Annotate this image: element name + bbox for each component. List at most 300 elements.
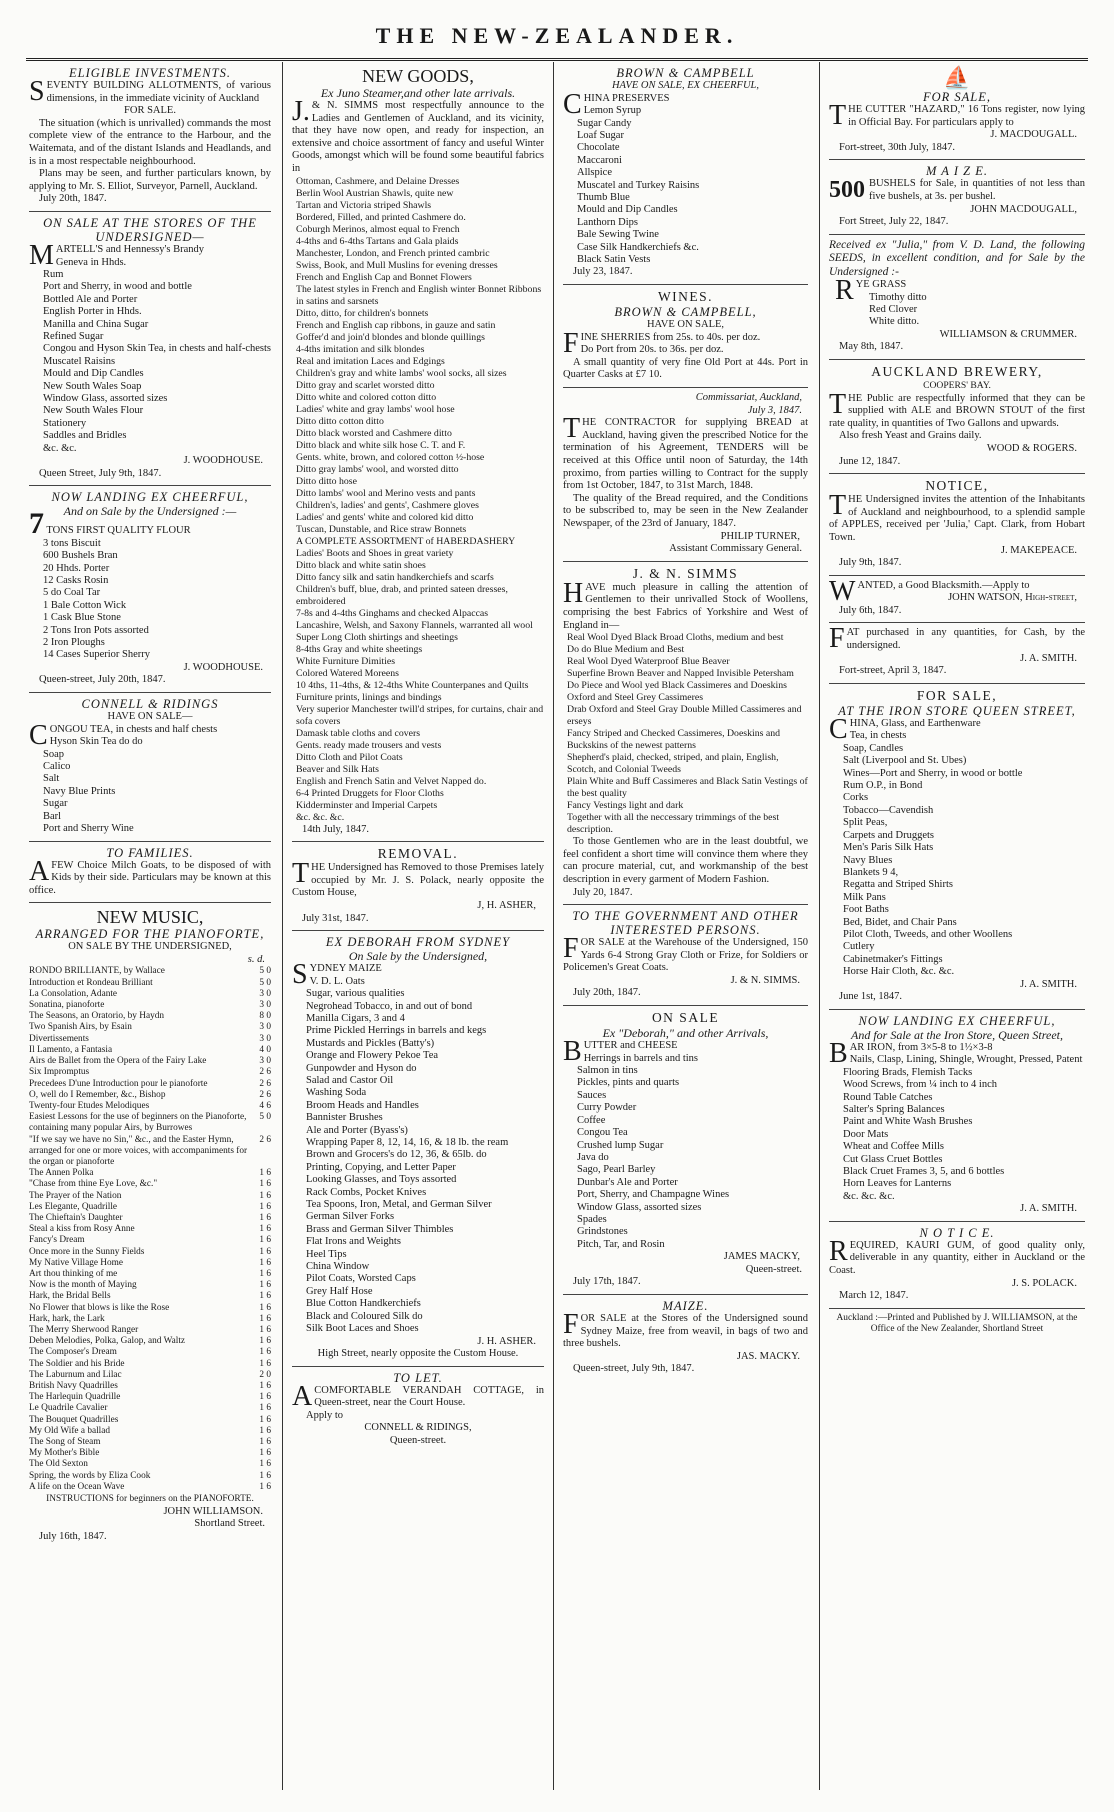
ad-place: Queen-street.	[389, 1435, 447, 1447]
music-price: 1 6	[259, 1212, 271, 1223]
list-item: Black Cruet Frames 3, 5, and 6 bottles	[843, 1166, 1005, 1177]
list-item: English Porter in Hhds.	[43, 306, 142, 318]
ad-simms-woollens	[563, 562, 808, 905]
list-item: &c. &c. &c.	[843, 1190, 895, 1202]
music-price: 2 6	[259, 1078, 271, 1089]
music-price: 1 6	[259, 1414, 271, 1425]
music-title: Deben Melodies, Polka, Galop, and Waltz	[29, 1336, 186, 1347]
ad-title: ON SALE	[651, 1010, 720, 1026]
music-title: Precedees D'une Introduction pour le pianoforte	[29, 1078, 208, 1089]
list-item: White Furniture Dimities	[296, 655, 396, 667]
list-item: Sugar Candy	[577, 117, 632, 129]
music-price: 1 6	[259, 1392, 271, 1403]
music-row	[29, 1269, 271, 1280]
music-row	[29, 1280, 271, 1291]
music-title: La Consolation, Adante	[29, 988, 118, 999]
list-item: Ale and Porter (Byass's)	[306, 1124, 408, 1136]
ad-body: Plans may be seen, and further particulars known, by applying to Mr. S. Elliot, Surveyor, Parnell, Auckland.	[29, 168, 271, 192]
ad-subtitle: AT THE IRON STORE QUEEN STREET,	[838, 703, 1076, 718]
list-item: 14 Cases Superior Sherry	[43, 649, 151, 661]
ad-iron-store	[829, 684, 1085, 1010]
list-item: Loaf Sugar	[577, 130, 624, 141]
list-item: Children's gray and white lambs' wool socks, all sizes	[296, 367, 507, 379]
ad-title: FOR SALE,	[922, 90, 992, 104]
music-price: 2 0	[259, 1369, 271, 1380]
list-item: Tea, in chests	[849, 730, 907, 742]
ad-role: Assistant Commissary General.	[669, 543, 802, 555]
ad-lead: RYE GRASS	[835, 274, 907, 306]
ad-date: Queen-street, July 20th, 1847.	[39, 674, 166, 686]
music-title: Hark, the Bridal Bells	[29, 1291, 111, 1302]
ad-ex-deborah	[292, 931, 544, 1367]
list-item: Furniture prints, linings and bindings	[296, 691, 442, 703]
list-item: Port and Sherry, in wood and bottle	[43, 281, 192, 293]
list-item: Bale Sewing Twine	[577, 229, 659, 241]
ad-lead: BUTTER and CHEESE	[563, 1036, 678, 1068]
ad-date: July 23, 1847.	[573, 266, 633, 278]
imprint	[829, 1309, 1085, 1340]
list-item: Silk Boot Laces and Shoes	[306, 1323, 419, 1335]
list-item: A COMPLETE ASSORTMENT of HABERDASHERY	[296, 535, 516, 547]
ad-quantity: 500	[829, 177, 865, 204]
music-title: Divertissements	[29, 1033, 89, 1044]
music-price: 1 6	[259, 1268, 271, 1279]
ad-on-sale-deborah	[563, 1006, 808, 1295]
ad-body: ACOMFORTABLE VERANDAH COTTAGE, in Queen-street, near the Court House.	[292, 1380, 544, 1412]
music-price: 1 6	[259, 1459, 271, 1470]
list-item: Mould and Dip Candles	[577, 204, 678, 216]
list-item: Timothy ditto	[869, 291, 927, 303]
list-item: Navy Blues	[843, 854, 893, 866]
ad-body: The situation (which is unrivalled) commands the most complete view of the entrance to the Harbour, and the Waitemata, and of the distant Islands and Headlands, and is in a most respectable neighbourhood.	[29, 117, 271, 167]
ad-title: NOTICE,	[925, 478, 989, 494]
ad-date: Queen Street, July 9th, 1847.	[39, 467, 162, 479]
music-row	[29, 1347, 271, 1358]
ship-icon: ⛵	[943, 65, 971, 90]
list-item: White ditto.	[869, 316, 920, 328]
ad-to-families	[29, 842, 271, 904]
list-item: Tuscan, Dunstable, and Rice straw Bonnets	[296, 523, 467, 535]
ad-date: July 20th, 1847.	[573, 987, 641, 999]
list-item: Salad and Castor Oil	[306, 1074, 394, 1086]
list-item: Flat Irons and Weights	[306, 1236, 401, 1248]
list-item: Lancashire, Welsh, and Saxony Flannels, warranted all wool	[296, 619, 533, 631]
column-1	[26, 62, 274, 1792]
ad-body: AFEW Choice Milch Goats, to be disposed of with Kids by their side. Particulars may be known at this office.	[29, 855, 271, 896]
music-price: 1 6	[259, 1403, 271, 1414]
music-price: 1 6	[259, 1168, 271, 1179]
list-item: Salmon in tins	[577, 1065, 638, 1077]
music-row	[29, 1247, 271, 1258]
music-price: 1 6	[259, 1425, 271, 1436]
music-row	[29, 1359, 271, 1370]
music-title: Fancy's Dream	[29, 1235, 85, 1246]
ad-subtitle: Ex "Deborah," and other Arrivals,	[602, 1026, 769, 1041]
list-item: Heel Tips	[306, 1248, 347, 1260]
ad-body: FAT purchased in any quantities, for Cash, by the undersigned.	[829, 623, 1085, 655]
ad-date: July 16th, 1847.	[39, 1530, 107, 1542]
list-item: Together with all the neccessary trimmings of the best description.	[567, 812, 780, 836]
list-item: Printing, Copying, and Letter Paper	[306, 1161, 456, 1173]
list-item: 7-8s and 4-4ths Ginghams and checked Alpaccas	[296, 607, 489, 619]
list-item: 1 Bale Cotton Wick	[43, 599, 127, 611]
ad-title: NEW GOODS,	[362, 66, 474, 86]
ad-subtitle: FOR SALE.	[124, 105, 176, 117]
list-item: Goffer'd and join'd blondes and blonde quillings	[296, 331, 485, 343]
ad-address: High Street, nearly opposite the Custom House.	[317, 1348, 519, 1360]
ad-subtitle: HAVE ON SALE,	[646, 319, 725, 331]
list-item: Wrapping Paper 8, 12, 14, 16, & 18 lb. the ream	[306, 1137, 509, 1148]
music-row	[29, 1403, 271, 1414]
music-price: 1 6	[259, 1336, 271, 1347]
ad-body: Also fresh Yeast and Grains daily.	[839, 430, 982, 442]
list-item: Cut Glass Cruet Bottles	[843, 1153, 943, 1165]
ad-signature: J. WOODHOUSE.	[183, 455, 263, 467]
list-item: Colored Watered Moreens	[296, 667, 399, 679]
list-item: Geneva in Hhds.	[55, 256, 127, 268]
list-item: Orange and Flowery Pekoe Tea	[306, 1050, 439, 1062]
ad-title: REMOVAL.	[377, 846, 459, 862]
music-price: 4 0	[259, 1044, 271, 1055]
music-row	[29, 1168, 271, 1179]
list-item: Manilla and China Sugar	[43, 318, 149, 330]
ad-signature: PHILIP TURNER,	[720, 530, 800, 542]
column-3	[560, 62, 811, 1792]
item-list	[292, 976, 544, 1336]
list-item: Pilot Cloth, Tweeds, and other Woollens	[843, 928, 1013, 940]
list-item: Ditto black and white silk hose C. T. and F.	[296, 439, 466, 451]
list-item: Grey Half Hose	[306, 1285, 373, 1297]
item-list	[829, 1054, 1085, 1203]
music-row	[29, 989, 271, 1000]
ad-date: Queen-street, July 9th, 1847.	[573, 1363, 695, 1375]
list-item: Gents. ready made trousers and vests	[296, 739, 442, 751]
list-item: Fancy Vestings light and dark	[567, 800, 684, 812]
ad-new-music	[29, 903, 271, 1548]
ad-signature: CONNELL & RIDINGS,	[364, 1422, 472, 1434]
list-item: Wheat and Coffee Mills	[843, 1141, 944, 1153]
list-item: Door Mats	[843, 1128, 889, 1140]
ad-body: To those Gentlemen who are in the least doubtful, we feel confident a short time will convince them where they can procure material, cut, and workmanship of the best description in every garment of Modern Fashion.	[563, 836, 808, 885]
ad-subtitle: ARRANGED FOR THE PIANOFORTE,	[35, 927, 265, 942]
list-item: Congou Tea	[577, 1127, 628, 1139]
list-item: Tobacco—Cavendish	[843, 804, 934, 816]
ad-date: May 8th, 1847.	[839, 341, 904, 353]
list-item: 5 do Coal Tar	[43, 587, 101, 599]
ad-lead: CONGOU TEA, in chests and half chests	[29, 719, 218, 751]
list-item: Kidderminster and Imperial Carpets	[296, 799, 438, 811]
item-list	[563, 632, 808, 836]
list-item: Black and Coloured Silk do	[306, 1310, 423, 1322]
list-item: Looking Glasses, and Toys assorted	[306, 1174, 457, 1186]
ad-notice-apples	[829, 474, 1085, 576]
list-item: Sugar	[43, 798, 68, 810]
music-price: 3 0	[259, 988, 271, 999]
list-item: Muscatel Raisins	[43, 355, 116, 367]
ad-subtitle: HAVE ON SALE—	[107, 711, 193, 723]
list-item: Refined Sugar	[43, 330, 104, 342]
list-item: Real and imitation Laces and Edgings	[296, 355, 445, 367]
ad-body: BUSHELS for Sale, in quantities of not less than five bushels, at 3s. per bushel.	[869, 178, 1085, 202]
ad-auckland-brewery	[829, 360, 1085, 474]
list-item: Muscatel and Turkey Raisins	[577, 179, 700, 191]
list-item: New South Wales Flour	[43, 405, 144, 417]
list-item: Foot Baths	[843, 904, 889, 916]
list-item: Window Glass, assorted sizes	[43, 393, 168, 404]
ad-connell-ridings	[29, 693, 271, 841]
ad-signature: JOHN WATSON, High-street,	[948, 592, 1077, 604]
list-item: Blankets 9 4,	[843, 866, 899, 878]
music-price: 3 0	[259, 1056, 271, 1067]
music-price: 5 0	[259, 966, 271, 977]
ad-subtitle: Ex Juno Steamer,and other late arrivals.	[320, 86, 516, 100]
list-item: Salter's Spring Balances	[843, 1103, 945, 1115]
music-price: 1 6	[259, 1347, 271, 1358]
list-item: 4-4ths imitation and silk blondes	[296, 343, 425, 355]
list-item: Tartan and Victoria striped Shawls	[296, 199, 432, 211]
music-title: The Song of Steam	[29, 1437, 101, 1447]
ad-title: BROWN & CAMPBELL	[616, 66, 755, 80]
music-price: 2 6	[259, 1134, 271, 1145]
list-item: V. D. L. Oats	[309, 975, 365, 987]
music-row	[29, 1045, 271, 1056]
list-item: 12 Casks Rosin	[43, 575, 109, 587]
list-item: Ditto black and white satin shoes	[296, 559, 426, 571]
ad-signature: JOHN MACDOUGALL,	[970, 203, 1077, 215]
ad-kauri-gum	[829, 1222, 1085, 1309]
music-row	[29, 1034, 271, 1045]
ad-lead: HAVE much pleasure in calling the attention of Gentlemen to their unrivalled Stock of Woollens, comprising the best Fabrics of Yorkshire and West of England in—	[563, 577, 808, 631]
ad-body: REQUIRED, KAURI GUM, of good quality only, deliverable in any quantity, either in Auckland or the Coast.	[829, 1235, 1085, 1276]
music-row	[29, 1101, 271, 1112]
ad-body: THE CONTRACTOR for supplying BREAD at Auckland, having given the prescribed Notice for the termination of his Agreement, TENDERS will be received at this Office until noon of Saturday, the 14th proximo, from parties willing to Contract for the supply from 1st October, 1847, to 31st March, 1848.	[563, 413, 808, 492]
music-price: 1 6	[259, 1437, 271, 1447]
ad-title: J. & N. SIMMS	[632, 565, 739, 581]
list-item: Ladies' Boots and Shoes in great variety	[296, 547, 454, 559]
ad-date: Fort Street, July 22, 1847.	[839, 216, 949, 228]
list-item: Saddles and Bridles	[43, 430, 127, 442]
list-item: Ditto, ditto, for children's bonnets	[296, 307, 429, 319]
ad-new-goods	[292, 62, 544, 842]
list-item: Salt (Liverpool and St. Ubes)	[843, 755, 967, 767]
ad-body: THE CUTTER "HAZARD," 16 Tons register, now lying in Official Bay. For particulars apply to	[829, 100, 1085, 131]
music-title: Sonatina, pianoforte	[29, 1000, 105, 1011]
list-item: English and French Satin and Velvet Napped do.	[296, 775, 487, 787]
list-item: 2 Iron Ploughs	[43, 637, 105, 649]
ad-body: Do Port from 20s. to 36s. per doz.	[580, 344, 724, 356]
list-item: Super Long Cloth shirtings and sheetings	[296, 631, 458, 643]
list-item: Lemon Syrup	[583, 105, 642, 117]
music-price: 1 6	[259, 1190, 271, 1201]
music-price: 5 0	[259, 977, 271, 988]
list-item: Ladies' white and gray lambs' wool hose	[296, 403, 455, 415]
column-divider	[553, 62, 554, 1790]
list-item: Ladies' and gents' white and colored kid ditto	[296, 511, 474, 523]
ad-title: TO LET.	[393, 1370, 443, 1385]
music-price: 1 6	[259, 1324, 271, 1335]
music-row	[29, 1392, 271, 1403]
list-item: Case Silk Handkerchiefs &c.	[577, 241, 699, 253]
music-title: My Old Wife a ballad	[29, 1425, 111, 1436]
list-item: Rum	[43, 268, 64, 280]
ad-lead: MARTELL'S and Hennessy's Brandy	[29, 239, 204, 271]
list-item: 20 Hhds. Porter	[43, 562, 110, 574]
list-item: Crushed lump Sugar	[577, 1139, 664, 1151]
ad-signature: J. S. POLACK.	[1011, 1277, 1077, 1289]
list-item: German Silver Forks	[306, 1211, 395, 1223]
ad-signature: J. & N. SIMMS.	[730, 974, 800, 986]
list-item: Rack Combs, Pocket Knives	[306, 1186, 427, 1198]
music-row	[29, 1202, 271, 1213]
list-item: Brown and Grocers's do 12, 36, & 65lb. do	[306, 1149, 487, 1161]
music-row	[29, 1135, 271, 1169]
ad-title: NOW LANDING EX CHEERFUL,	[858, 1013, 1056, 1028]
list-item: Bed, Bidet, and Chair Pans	[843, 916, 957, 928]
list-item: Navy Blue Prints	[43, 785, 116, 797]
music-title: The Chieftain's Daughter	[29, 1212, 123, 1223]
music-title: Les Elegante, Quadrille	[29, 1201, 118, 1212]
ad-signature: J. H. ASHER.	[477, 1335, 536, 1347]
list-item: Mould and Dip Candles	[43, 368, 144, 380]
list-item: Coffee	[577, 1114, 606, 1126]
ad-title: TO FAMILIES.	[106, 845, 194, 860]
ad-note: Apply to	[306, 1409, 344, 1421]
music-price: 8 0	[259, 1011, 271, 1022]
list-item: Split Peas,	[843, 817, 888, 829]
list-item: Do Piece and Wool yed Black Cassimeres and Doeskins	[567, 680, 787, 692]
list-item: Herrings in barrels and tins	[583, 1052, 698, 1064]
ad-date: 14th July, 1847.	[302, 823, 369, 835]
music-price-list	[29, 966, 271, 1493]
list-item: Paint and White Wash Brushes	[843, 1116, 973, 1128]
list-item: &c. &c.	[43, 442, 77, 454]
music-row	[29, 1235, 271, 1246]
ad-signature: J. A. SMITH.	[1020, 652, 1077, 664]
music-price: 3 0	[259, 1022, 271, 1033]
list-item: Fancy Striped and Checked Cassimeres, Doeskins and Buckskins of the newest patterns	[567, 728, 781, 752]
list-item: New South Wales Soap	[43, 380, 142, 392]
list-item: Stationery	[43, 417, 87, 429]
music-title: Art thou thinking of me	[29, 1268, 118, 1279]
music-title: A life on the Ocean Wave	[29, 1481, 125, 1492]
list-item: Cutlery	[843, 941, 875, 953]
list-item: Very superior Manchester twill'd stripes, for curtains, chair and sofa covers	[296, 703, 544, 727]
list-item: Ditto white and colored cotton ditto	[296, 391, 437, 403]
list-item: Beaver and Silk Hats	[296, 763, 379, 775]
music-title: The Harlequin Quadrille	[29, 1392, 121, 1403]
music-title: Steal a kiss from Rosy Anne	[29, 1224, 135, 1235]
music-title: "Chase from thine Eye Love, &c."	[29, 1179, 158, 1190]
ad-signature: J. A. SMITH.	[1020, 978, 1077, 990]
list-item: Pitch, Tar, and Rosin	[577, 1238, 665, 1250]
music-row	[29, 1179, 271, 1190]
ad-subtitle: BROWN & CAMPBELL,	[614, 305, 757, 320]
ad-lead: J.& N. SIMMS most respectfully announce to the Ladies and Gentlemen of Auckland, and its vicinity, that they have now open, and ready for inspection, an extensive and choice assortment of fancy and useful Winter Goods, amongst which will be found some beautiful fabrics in	[292, 96, 544, 174]
music-price: 1 6	[259, 1201, 271, 1212]
ad-body: The quality of the Bread required, and the Conditions to be subscribed to, may be seen in the New Zealander Newspaper, of the 23rd of January, 1847.	[563, 492, 808, 529]
music-price: 3 0	[259, 1000, 271, 1011]
music-price: 3 0	[259, 1033, 271, 1044]
list-item: Wood Screws, from ¼ inch to 4 inch	[843, 1079, 998, 1091]
music-price: 1 6	[259, 1448, 271, 1459]
music-title: The Merry Sherwood Ranger	[29, 1324, 139, 1335]
list-item: Chocolate	[577, 142, 620, 154]
list-item: Horn Leaves for Lanterns	[843, 1178, 952, 1190]
ad-signature: J. MAKEPEACE.	[1000, 544, 1077, 556]
music-title: Hark, hark, the Lark	[29, 1313, 105, 1324]
ad-body: WANTED, a Good Blacksmith.—Apply to	[829, 575, 1030, 607]
list-item: 10 4ths, 11-4ths, & 12-4ths White Counterpanes and Quilts	[296, 679, 529, 691]
ad-title: MAIZE.	[662, 1298, 709, 1313]
list-item: Regatta and Striped Shirts	[843, 879, 953, 891]
music-price: 1 6	[259, 1179, 271, 1190]
list-item: Children's, ladies' and gents', Cashmere gloves	[296, 499, 479, 511]
list-item: Congou and Hyson Skin Tea, in chests and half-chests	[43, 343, 271, 355]
item-list	[29, 736, 271, 835]
list-item: Oxford and Steel Grey Cassimeres	[567, 692, 704, 704]
list-item: Bannister Brushes	[306, 1112, 383, 1124]
list-item: Horse Hair Cloth, &c. &c.	[843, 966, 955, 978]
list-item: French and English Cap and Bonnet Flowers	[296, 271, 472, 283]
music-row	[29, 1291, 271, 1302]
list-item: &c. &c. &c.	[296, 811, 345, 823]
price-header: s. d.	[247, 953, 265, 965]
ad-stores	[29, 212, 271, 486]
list-item: Gunpowder and Hyson do	[306, 1062, 417, 1074]
ad-cutter-hazard	[829, 62, 1085, 160]
music-title: The Bouquet Quadrilles	[29, 1414, 119, 1425]
music-row	[29, 1426, 271, 1437]
music-price: 2 6	[259, 1067, 271, 1078]
music-title: The Seasons, an Oratorio, by Haydn	[29, 1011, 165, 1022]
list-item: Barl	[43, 810, 62, 822]
music-title: Introduction et Rondeau Brilliant	[29, 977, 153, 988]
ad-date: July 20th, 1847.	[39, 193, 107, 205]
ad-heading-date: July 3, 1847.	[747, 404, 802, 416]
list-item: Shepherd's plaid, checked, striped, and plain, English, Scotch, and Colonial Tweeds	[567, 752, 779, 776]
ad-date: July 17th, 1847.	[573, 1276, 641, 1288]
list-item: Ditto ditto hose	[296, 475, 357, 487]
music-row	[29, 1415, 271, 1426]
list-item: Mustards and Pickles (Batty's)	[306, 1037, 435, 1049]
music-row	[29, 1303, 271, 1314]
music-title: The Old Sexton	[29, 1459, 88, 1470]
item-list	[29, 257, 271, 456]
music-price: 2 6	[259, 1089, 271, 1100]
list-item: Spades	[577, 1213, 607, 1225]
list-item: Real Wool Dyed Waterproof Blue Beaver	[567, 656, 730, 668]
list-item: Dunbar's Ale and Porter	[577, 1176, 678, 1188]
list-item: Calico	[43, 761, 71, 773]
list-item: Soap	[43, 748, 64, 760]
list-item: Ditto black worsted and Cashmere ditto	[296, 427, 452, 439]
music-row	[29, 1314, 271, 1325]
list-item: Sugar, various qualities	[306, 988, 405, 1000]
ad-body: THE Public are respectfully informed that they can be supplied with ALE and BROWN STOUT of the first rate quality, in quantities of Two Gallons and upwards.	[829, 388, 1085, 429]
list-item: Pilot Coats, Worsted Caps	[306, 1273, 416, 1285]
column-divider	[819, 62, 820, 1790]
music-title: Once more in the Sunny Fields	[29, 1246, 145, 1257]
list-item: Washing Soda	[306, 1087, 367, 1099]
list-item: Ditto lambs' wool and Merino vests and pants	[296, 487, 476, 499]
ad-date: July 6th, 1847.	[839, 604, 902, 616]
list-item: Java do	[577, 1151, 609, 1163]
ad-title: NEW MUSIC,	[96, 907, 204, 928]
music-title: British Navy Quadrilles	[29, 1380, 118, 1391]
music-title: The Composer's Dream	[29, 1347, 117, 1358]
music-price: 1 6	[259, 1224, 271, 1235]
list-item: French and English cap ribbons, in gauze and satin	[296, 319, 496, 331]
